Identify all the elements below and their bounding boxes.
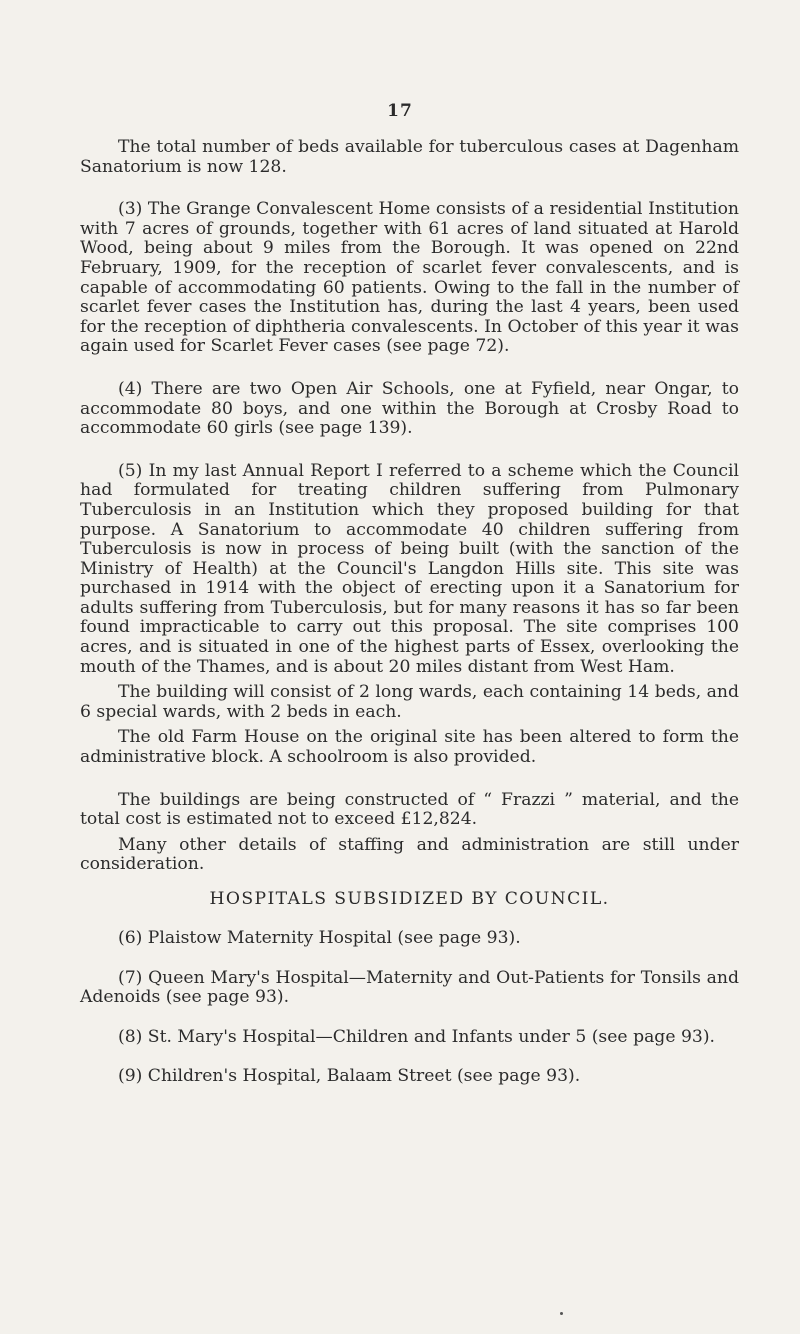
paragraph-grange-convalescent-home: (3) The Grange Convalescent Home consists of a residential Institution with 7 acres of grounds, together with 61 acres of land situated at Harold Wood, being about 9 miles from the Borough. It was opened on 22nd February, 1909, for the reception of scarlet fever convalescents, and is capable of accommodating 60 patients. Owing to the fall in the number of scarlet fever cases the Institution has, during the last 4 years, been used for the reception of diphtheria convalescents. In October of this year it was again used for Scarlet Fever cases (see page 72). — [80, 199, 739, 357]
section-heading-hospitals: HOSPITALS SUBSIDIZED BY COUNCIL. — [209, 889, 610, 909]
paragraph-open-air-schools: (4) There are two Open Air Schools, one at Fyfield, near Ongar, to accommodate 80 boys, and one within the Borough at Crosby Road to accommodate 60 girls (see page 139). — [80, 378, 739, 439]
list-item-queen-marys-hospital: (7) Queen Mary's Hospital—Maternity and Out-Patients for Tonsils and Adenoids (see page 93). — [80, 967, 739, 1008]
list-item-plaistow-hospital: (6) Plaistow Maternity Hospital (see page 93). — [118, 928, 521, 948]
print-speck — [560, 1312, 563, 1315]
paragraph-staffing-details: Many other details of staffing and administration are still under consideration. — [80, 834, 739, 875]
page-number: 17 — [387, 101, 413, 121]
list-item-childrens-hospital: (9) Children's Hospital, Balaam Street (see page 93). — [118, 1066, 581, 1087]
paragraph-beds-total: The total number of beds available for tuberculous cases at Dagenham Sanatorium is now 128. — [80, 137, 739, 177]
list-item-st-marys-hospital: (8) St. Mary's Hospital—Children and Infants under 5 (see page 93). — [118, 1026, 715, 1047]
paragraph-sanatorium-scheme: (5) In my last Annual Report I referred to a scheme which the Council had formulated for treating children suffering from Pulmonary Tuberculosis in an Institution which they proposed building for that purpose. A Sanatorium to accommodate 40 children suffering from Tuberculosis is now in process of being built (with the sanction of the Ministry of Health) at the Council's Langdon Hills site. This site was purchased in 1914 with the object of erecting upon it a Sanatorium for adults suffering from Tuberculosis, but for many reasons it has so far been found impracticable to carry out this proposal. The site comprises 100 acres, and is situated in one of the highest parts of Essex, overlooking the mouth of the Thames, and is about 20 miles distant from West Ham. — [80, 460, 739, 677]
paragraph-construction-cost: The buildings are being constructed of “ Frazzi ” material, and the total cost is estimated not to exceed £12,824. — [80, 789, 739, 830]
paragraph-building-wards: The building will consist of 2 long wards, each containing 14 beds, and 6 special wards, with 2 beds in each. — [80, 682, 739, 722]
page-body — [80, 138, 739, 1107]
paragraph-farm-house: The old Farm House on the original site has been altered to form the administrative block. A schoolroom is also provided. — [80, 727, 739, 768]
